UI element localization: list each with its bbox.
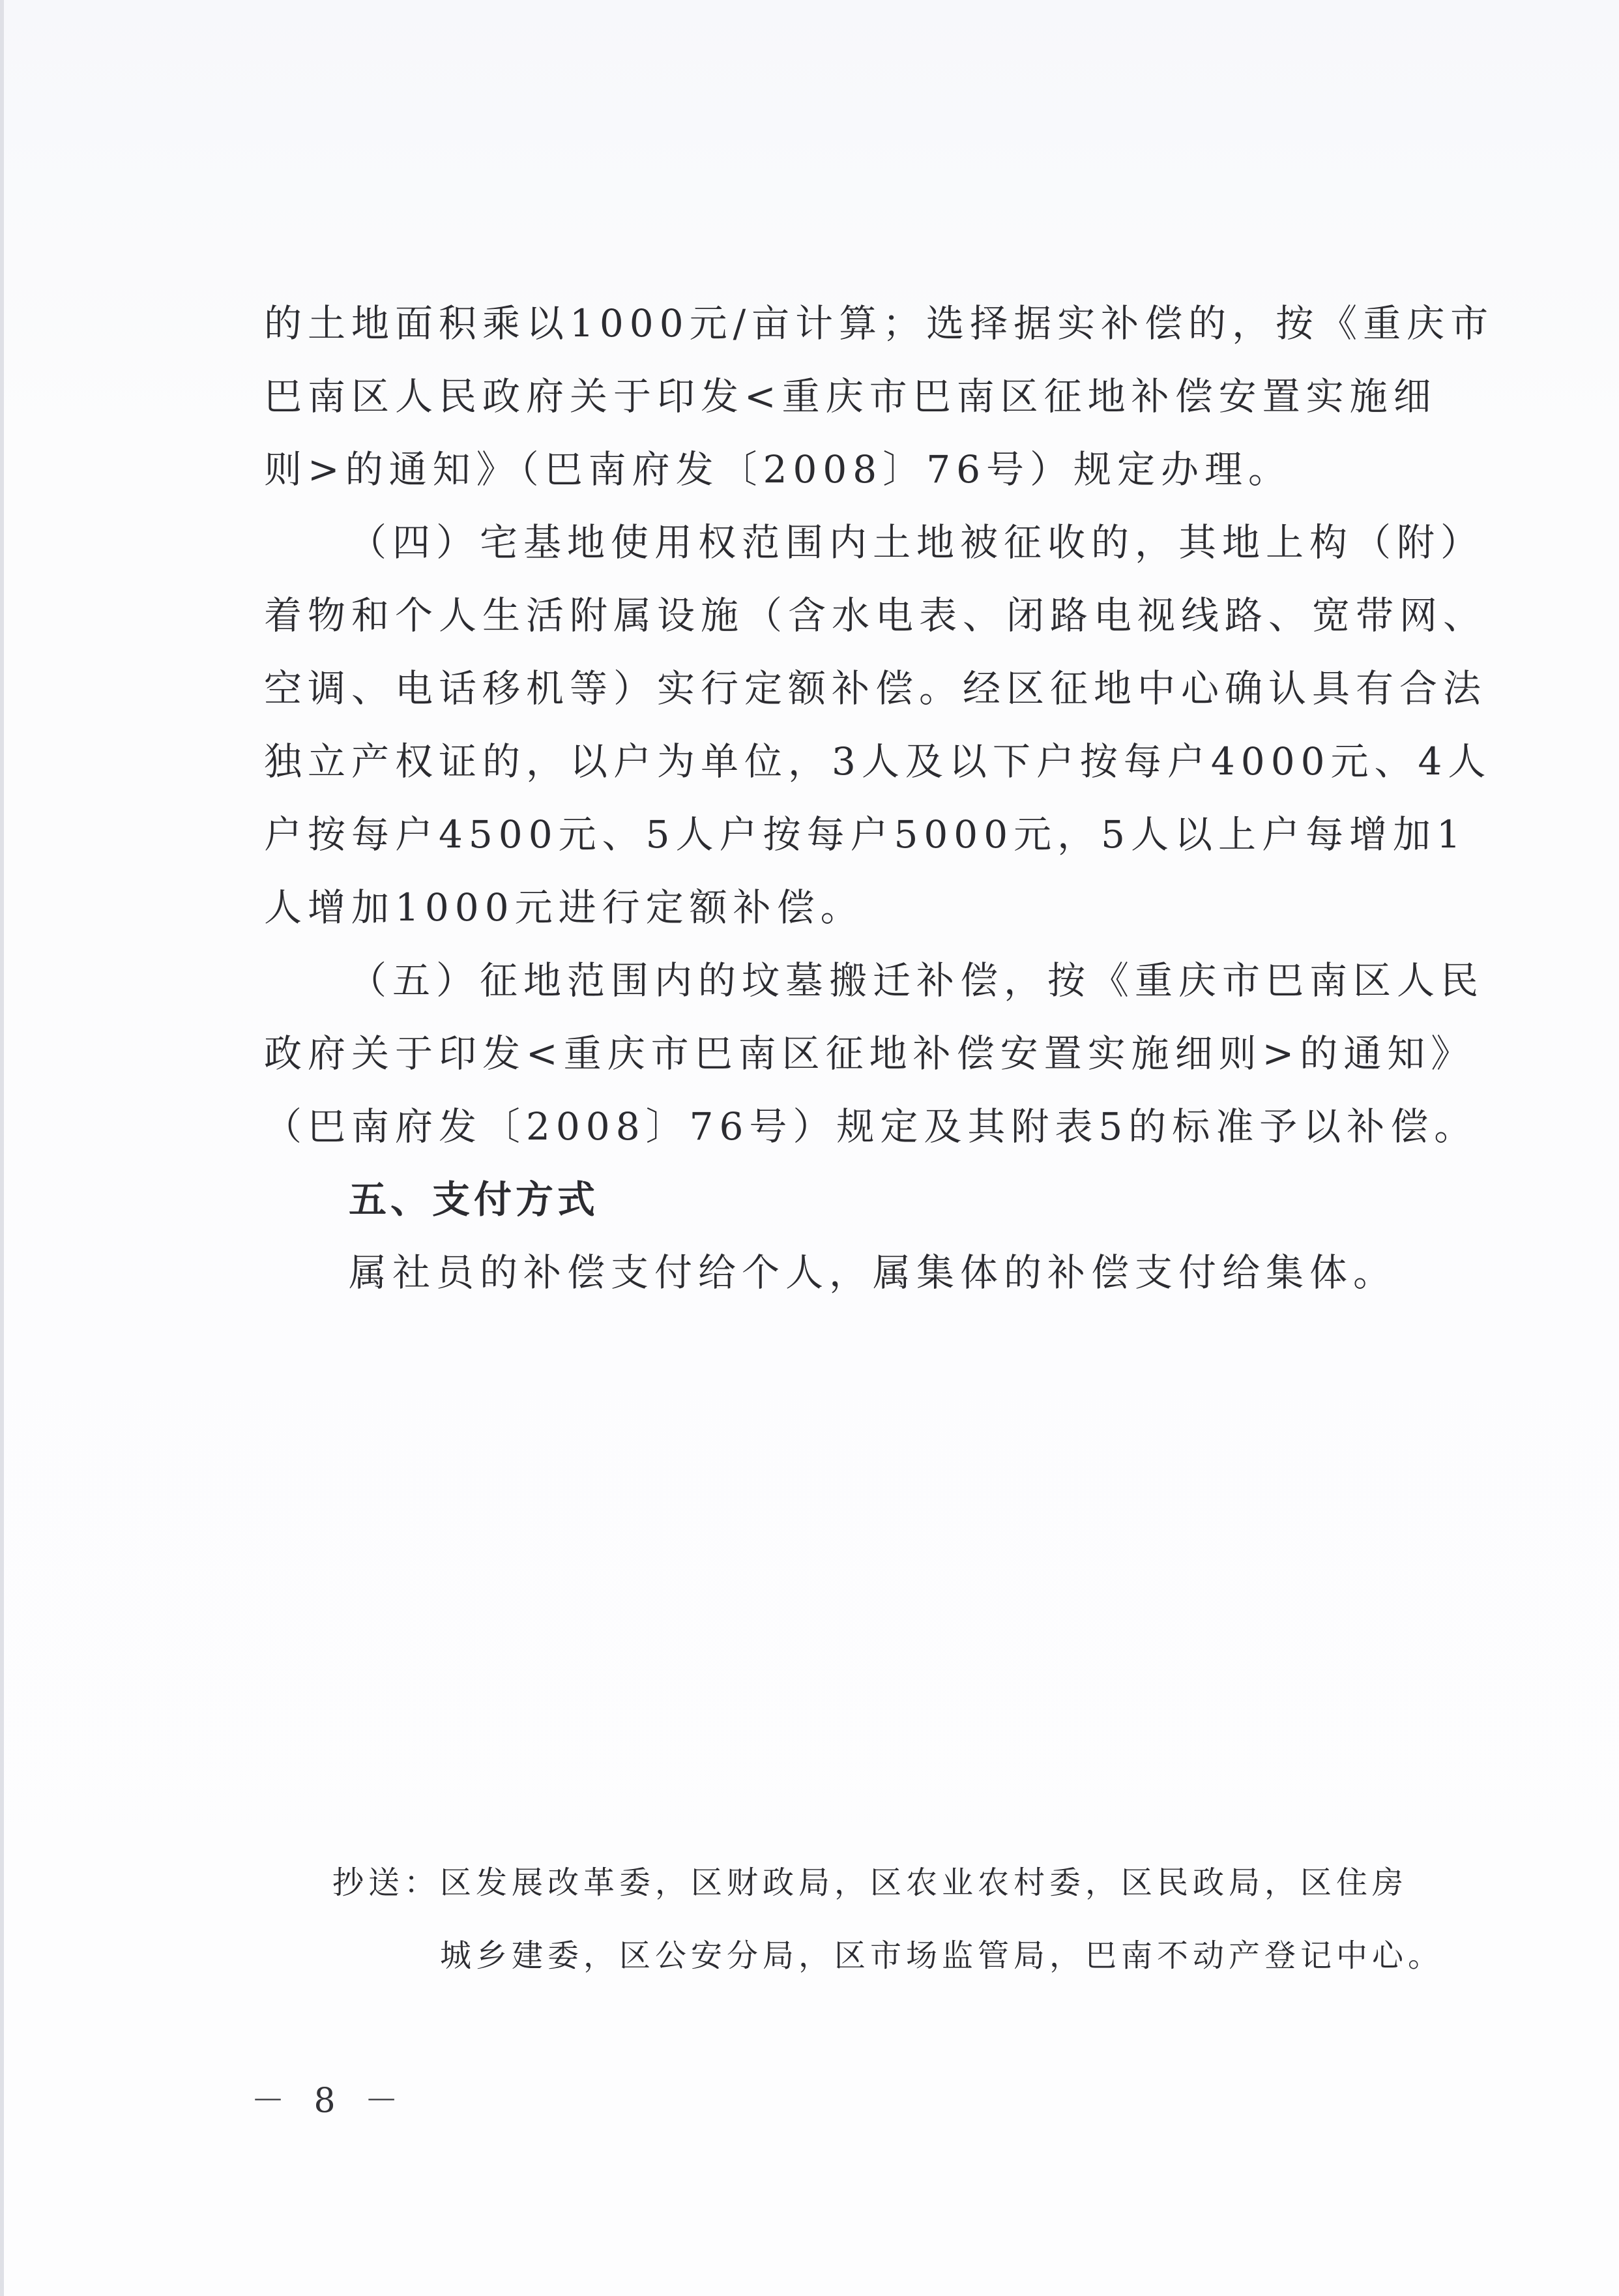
paragraph-line: 巴南区人民政府关于印发<重庆市巴南区征地补偿安置实施细 [264,374,1437,419]
paragraph-line: 户按每户4500元、5人户按每户5000元，5人以上户每增加1 [264,812,1466,857]
cc-line: 抄送：区发展改革委，区财政局，区农业农村委，区民政局，区住房 [332,1864,1408,1901]
paragraph-line: （巴南府发〔2008〕76号）规定及其附表5的标准予以补偿。 [264,1104,1478,1149]
paragraph-line: 着物和个人生活附属设施（含水电表、闭路电视线路、宽带网、 [264,593,1487,638]
paragraph-line: 人增加1000元进行定额补偿。 [264,885,864,930]
cc-list [332,1845,1466,1991]
paragraph-line: （四）宅基地使用权范围内土地被征收的，其地上构（附） [349,520,1485,565]
paragraph-line: 独立产权证的，以户为单位，3人及以下户按每户4000元、4人 [264,739,1492,784]
body-text [264,287,1495,1309]
paragraph-line: 则>的通知》（巴南府发〔2008〕76号）规定办理。 [264,447,1292,492]
paragraph-line: 属社员的补偿支付给个人，属集体的补偿支付给集体。 [349,1250,1397,1295]
scan-edge [0,0,4,2296]
page-number: － 8 － [251,2082,408,2121]
paragraph-line: 政府关于印发<重庆市巴南区征地补偿安置实施细则>的通知》 [264,1031,1475,1076]
section-heading: 五、支付方式 [349,1177,600,1222]
paragraph-line: 空调、电话移机等）实行定额补偿。经区征地中心确认具有合法 [264,666,1487,711]
cc-line: 城乡建委，区公安分局，区市场监管局，巴南不动产登记中心。 [440,1937,1444,1974]
paragraph-line: （五）征地范围内的坟墓搬迁补偿，按《重庆市巴南区人民 [349,958,1485,1003]
paragraph-line: 的土地面积乘以1000元/亩计算；选择据实补偿的，按《重庆市 [264,301,1495,346]
